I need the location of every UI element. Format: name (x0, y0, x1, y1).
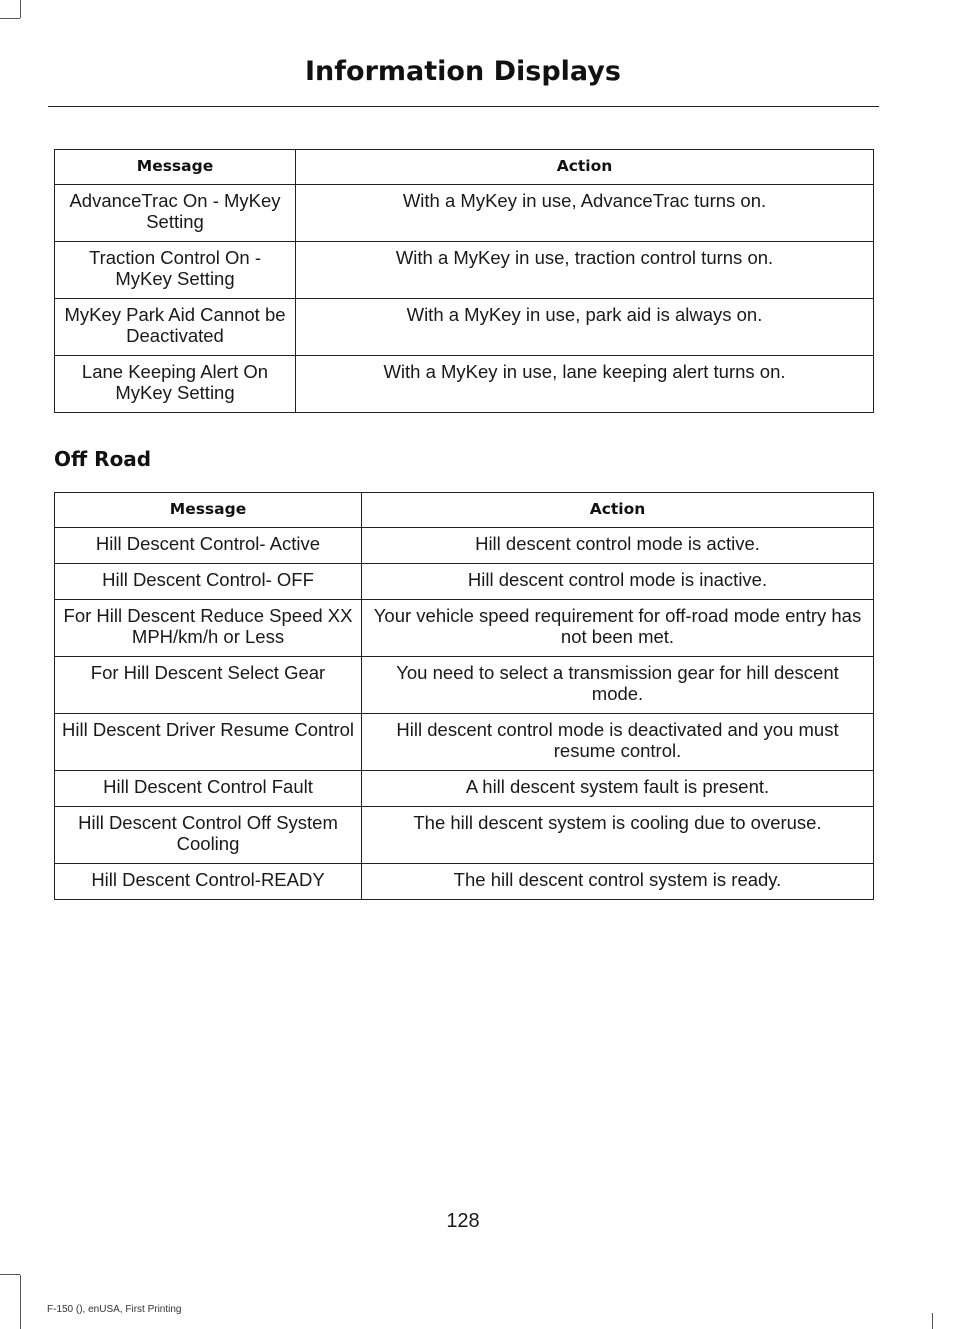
table-header-row (55, 150, 874, 185)
message-cell: Lane Keeping Alert On MyKey Setting (55, 356, 296, 413)
table-row (55, 807, 874, 864)
action-cell: You need to select a transmission gear for hill descent mode. (362, 657, 874, 714)
action-cell: Your vehicle speed requirement for off-road mode entry has not been met. (362, 600, 874, 657)
crop-mark (0, 18, 20, 19)
action-cell: Hill descent control mode is active. (362, 528, 874, 564)
message-cell: AdvanceTrac On - MyKey Setting (55, 185, 296, 242)
column-header-action: Action (362, 493, 874, 528)
table-row (55, 242, 874, 299)
title-divider (48, 106, 879, 107)
off-road-messages-table (54, 492, 874, 900)
action-cell: With a MyKey in use, park aid is always on. (296, 299, 874, 356)
table-row (55, 657, 874, 714)
mykey-messages-table (54, 149, 874, 413)
message-cell: For Hill Descent Reduce Speed XX MPH/km/h or Less (55, 600, 362, 657)
message-cell: Hill Descent Driver Resume Control (55, 714, 362, 771)
table-row (55, 299, 874, 356)
message-cell: Hill Descent Control- OFF (55, 564, 362, 600)
table-row (55, 864, 874, 900)
table-header-row (55, 493, 874, 528)
crop-mark (20, 0, 21, 18)
column-header-message: Message (55, 493, 362, 528)
action-cell: Hill descent control mode is inactive. (362, 564, 874, 600)
column-header-message: Message (55, 150, 296, 185)
table-row (55, 771, 874, 807)
footer-printing-info: F-150 (), enUSA, First Printing (47, 1304, 182, 1315)
action-cell: With a MyKey in use, traction control turns on. (296, 242, 874, 299)
message-cell: MyKey Park Aid Cannot be Deactivated (55, 299, 296, 356)
crop-mark (932, 1313, 933, 1329)
message-cell: Hill Descent Control- Active (55, 528, 362, 564)
action-cell: The hill descent control system is ready. (362, 864, 874, 900)
message-cell: Hill Descent Control-READY (55, 864, 362, 900)
action-cell: With a MyKey in use, lane keeping alert turns on. (296, 356, 874, 413)
table-row (55, 714, 874, 771)
table-row (55, 600, 874, 657)
action-cell: The hill descent system is cooling due to overuse. (362, 807, 874, 864)
page-title: Information Displays (305, 56, 621, 87)
message-cell: For Hill Descent Select Gear (55, 657, 362, 714)
action-cell: Hill descent control mode is deactivated and you must resume control. (362, 714, 874, 771)
table-row (55, 564, 874, 600)
crop-mark (0, 1274, 20, 1275)
table-row (55, 356, 874, 413)
action-cell: A hill descent system fault is present. (362, 771, 874, 807)
crop-mark (20, 1275, 21, 1329)
message-cell: Hill Descent Control Fault (55, 771, 362, 807)
table-row (55, 528, 874, 564)
section-heading-off-road: Off Road (54, 447, 152, 471)
table-row (55, 185, 874, 242)
action-cell: With a MyKey in use, AdvanceTrac turns on. (296, 185, 874, 242)
message-cell: Hill Descent Control Off System Cooling (55, 807, 362, 864)
page-number: 128 (446, 1210, 480, 1232)
message-cell: Traction Control On - MyKey Setting (55, 242, 296, 299)
column-header-action: Action (296, 150, 874, 185)
